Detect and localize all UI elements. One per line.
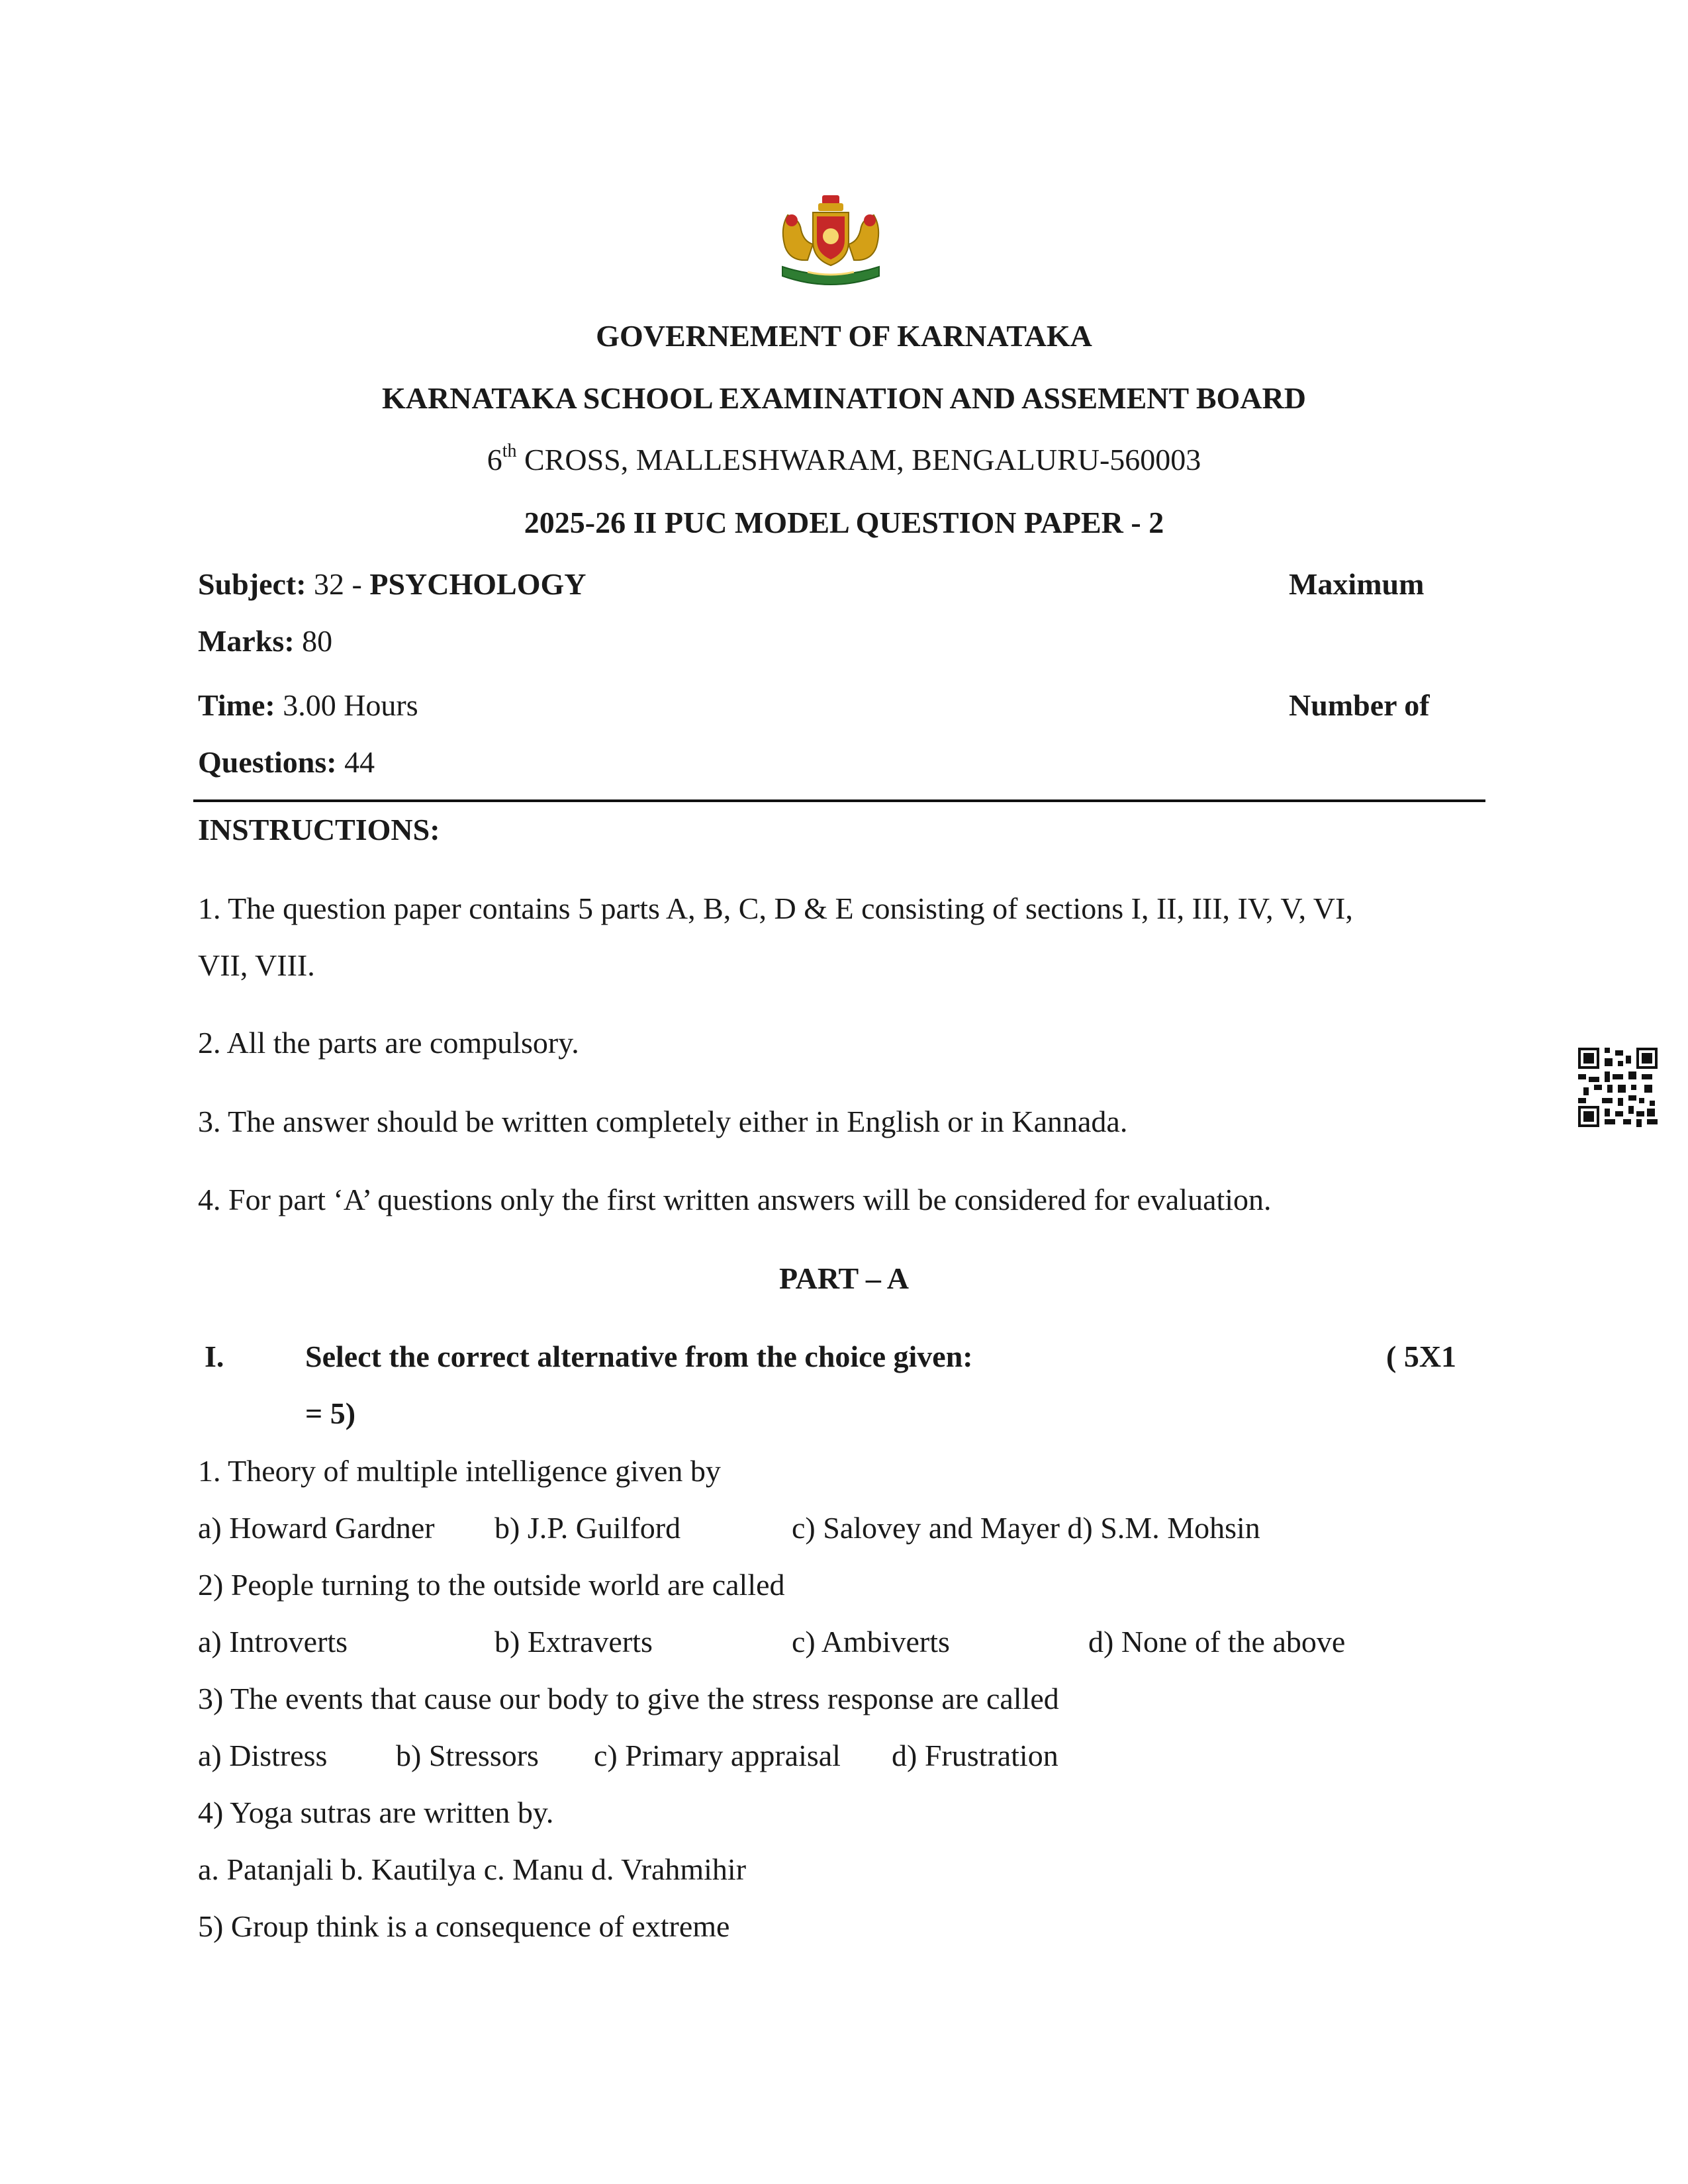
num-questions-line [198, 747, 375, 778]
num-questions-label: Number of [1289, 688, 1430, 722]
question-3: 3) The events that cause our body to give the stress response are called [198, 1682, 1059, 1715]
q3-option-d: d) Frustration [892, 1739, 1058, 1772]
government-title: GOVERNEMENT OF KARNATAKA [596, 319, 1092, 353]
subject-name: PSYCHOLOGY [369, 567, 586, 601]
question-2: 2) People turning to the outside world are called [198, 1568, 785, 1602]
max-marks-label: Maximum [1289, 567, 1425, 601]
subject-code: 32 - [306, 567, 370, 601]
qr-code [1578, 1048, 1658, 1127]
max-marks-line [198, 626, 332, 657]
instruction-item: 4. For part ‘A’ questions only the first written answers will be considered for evaluation. [198, 1183, 1272, 1216]
address-text: CROSS, MALLESHWARAM, BENGALURU-560003 [516, 443, 1201, 477]
address-number: 6 [487, 443, 502, 477]
instructions-heading: INSTRUCTIONS: [198, 813, 440, 846]
time-line [198, 690, 418, 721]
marks-value: 80 [294, 624, 333, 658]
section-marks: ( 5X1 [1386, 1340, 1457, 1373]
karnataka-emblem [774, 195, 887, 295]
q2-option-b: b) Extraverts [494, 1625, 653, 1659]
q3-option-b: b) Stressors [396, 1739, 539, 1772]
q4-options: a. Patanjali b. Kautilya c. Manu d. Vrahmihir [198, 1852, 747, 1886]
subject-label: Subject: [198, 567, 306, 601]
board-title: KARNATAKA SCHOOL EXAMINATION AND ASSEMENT BOARD [382, 381, 1306, 415]
question-4: 4) Yoga sutras are written by. [198, 1796, 554, 1829]
paper-title: 2025-26 II PUC MODEL QUESTION PAPER - 2 [524, 506, 1164, 539]
marks-label: Marks: [198, 624, 295, 658]
time-label: Time: [198, 688, 275, 722]
instruction-item: 3. The answer should be written completely either in English or in Kannada. [198, 1105, 1128, 1138]
time-value: 3.00 Hours [275, 688, 418, 722]
section-number: I. [205, 1340, 224, 1373]
section-marks-cont: = 5) [305, 1396, 356, 1430]
instruction-item: VII, VIII. [198, 948, 315, 982]
instruction-item: 2. All the parts are compulsory. [198, 1026, 579, 1060]
address-ordinal: th [502, 441, 517, 461]
questions-label: Questions: [198, 745, 337, 779]
q2-option-d: d) None of the above [1088, 1625, 1346, 1659]
q3-option-c: c) Primary appraisal [594, 1739, 841, 1772]
q1-option-b: b) J.P. Guilford [494, 1511, 681, 1545]
instruction-item: 1. The question paper contains 5 parts A, B, C, D & E consisting of sections I, II, III, IV, V, VI, [198, 891, 1353, 925]
part-a-title: PART – A [778, 1261, 910, 1295]
questions-value: 44 [336, 745, 375, 779]
q3-option-a: a) Distress [198, 1739, 328, 1772]
q1-option-a: a) Howard Gardner [198, 1511, 435, 1545]
divider-rule [193, 799, 1485, 802]
subject-line [198, 569, 586, 600]
board-address [0, 441, 1688, 477]
q2-option-a: a) Introverts [198, 1625, 348, 1659]
q2-option-c: c) Ambiverts [792, 1625, 950, 1659]
q1-option-c-d: c) Salovey and Mayer d) S.M. Mohsin [792, 1511, 1260, 1545]
section-instruction: Select the correct alternative from the choice given: [305, 1340, 973, 1373]
question-5: 5) Group think is a consequence of extreme [198, 1909, 730, 1943]
question-1: 1. Theory of multiple intelligence given by [198, 1454, 721, 1488]
